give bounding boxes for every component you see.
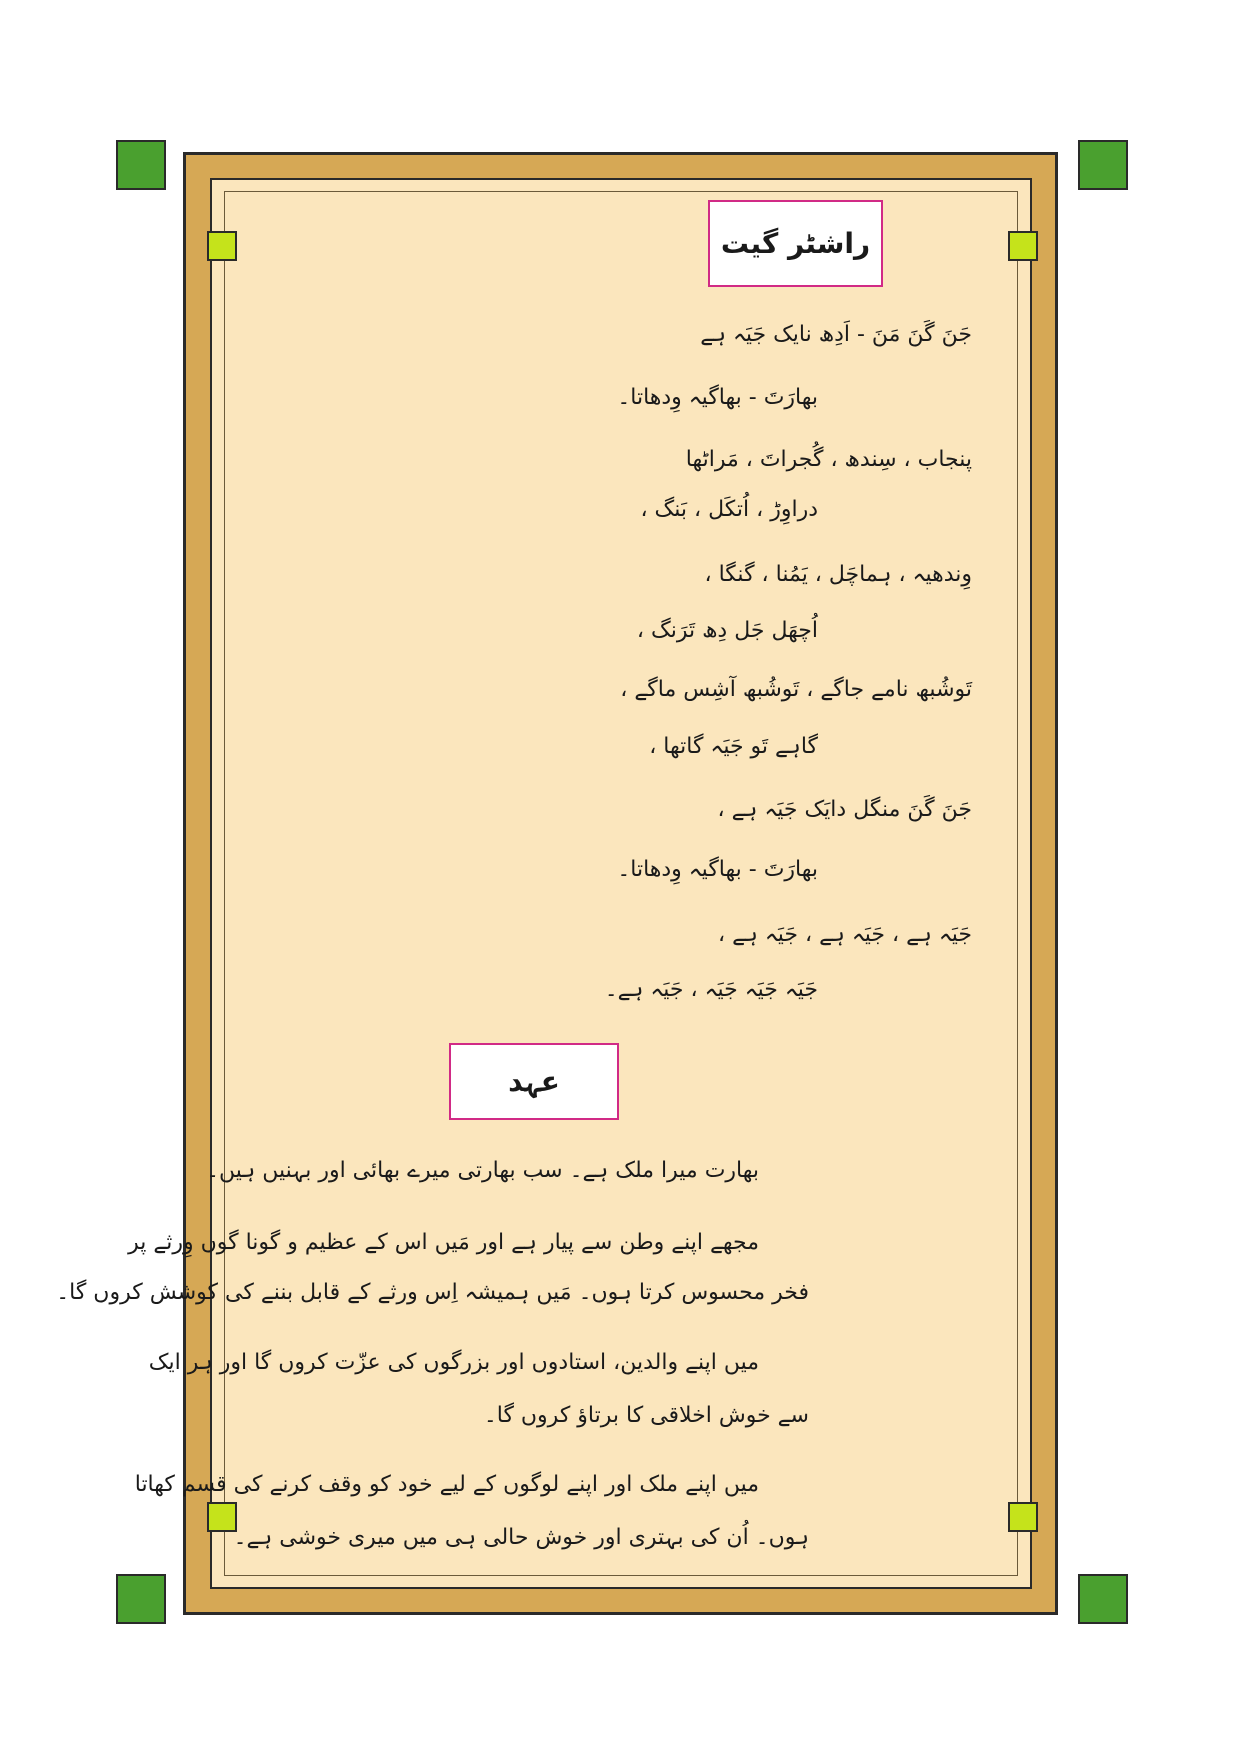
corner-square-top-right [1078, 140, 1128, 190]
pledge-line: میں اپنے ملک اور اپنے لوگوں کے لیے خود کو وقف کرنے کی قسم کھاتا [134, 1472, 759, 1497]
anthem-line: جَیَہ جَیَہ جَیَہ ، جَیَہ ہے۔ [604, 977, 818, 1002]
corner-accent-top-left [207, 231, 237, 261]
anthem-title: راشٹر گیت [708, 200, 883, 287]
pledge-line: فخر محسوس کرتا ہوں۔ مَیں ہمیشہ اِس ورثے کے قابل بننے کی کوشش کروں گا۔ [56, 1280, 809, 1305]
corner-accent-bottom-right [1008, 1502, 1038, 1532]
corner-accent-bottom-left [207, 1502, 237, 1532]
anthem-line: تَوشُبھ نامے جاگے ، تَوشُبھ آشِس ماگے ، [620, 677, 972, 702]
anthem-line: بھارَتَ - بھاگیہ وِدھاتا۔ [617, 857, 818, 882]
pledge-title: عہد [449, 1043, 619, 1120]
anthem-line: جَنَ گَنَ منگل دایَک جَیَہ ہے ، [717, 797, 972, 822]
pledge-line: بھارت میرا ملک ہے۔ سب بھارتی میرے بھائی اور بہنیں ہیں۔ [206, 1158, 759, 1183]
corner-square-bottom-right [1078, 1574, 1128, 1624]
anthem-line: اُچھَل جَل دِھ تَرَنگ ، [636, 618, 818, 643]
corner-accent-top-right [1008, 231, 1038, 261]
anthem-line: جَیَہ ہے ، جَیَہ ہے ، جَیَہ ہے ، [718, 922, 972, 947]
pledge-line: ہوں۔ اُن کی بہتری اور خوش حالی ہی میں میری خوشی ہے۔ [233, 1525, 809, 1550]
pledge-line: مجھے اپنے وطن سے پیار ہے اور مَیں اس کے عظیم و گونا گوں وِرثے پر [128, 1230, 759, 1255]
anthem-line: بھارَتَ - بھاگیہ وِدھاتا۔ [617, 385, 818, 410]
pledge-line: میں اپنے والدین، استادوں اور بزرگوں کی عزّت کروں گا اور ہر ایک [148, 1350, 759, 1375]
corner-square-bottom-left [116, 1574, 166, 1624]
anthem-line: وِندھیہ ، ہماچَل ، یَمُنا ، گنگا ، [704, 562, 972, 587]
anthem-line: گاہے تَو جَیَہ گاتھا ، [649, 734, 818, 759]
corner-square-top-left [116, 140, 166, 190]
anthem-line: دراوِڑ ، اُتکَل ، بَنگ ، [640, 497, 818, 522]
anthem-line: جَنَ گَنَ مَنَ - اَدِھ نایک جَیَہ ہے [700, 322, 972, 347]
pledge-line: سے خوش اخلاقی کا برتاؤ کروں گا۔ [483, 1403, 809, 1428]
anthem-line: پنجاب ، سِندھ ، گُجراتَ ، مَراٹھا [685, 447, 972, 472]
